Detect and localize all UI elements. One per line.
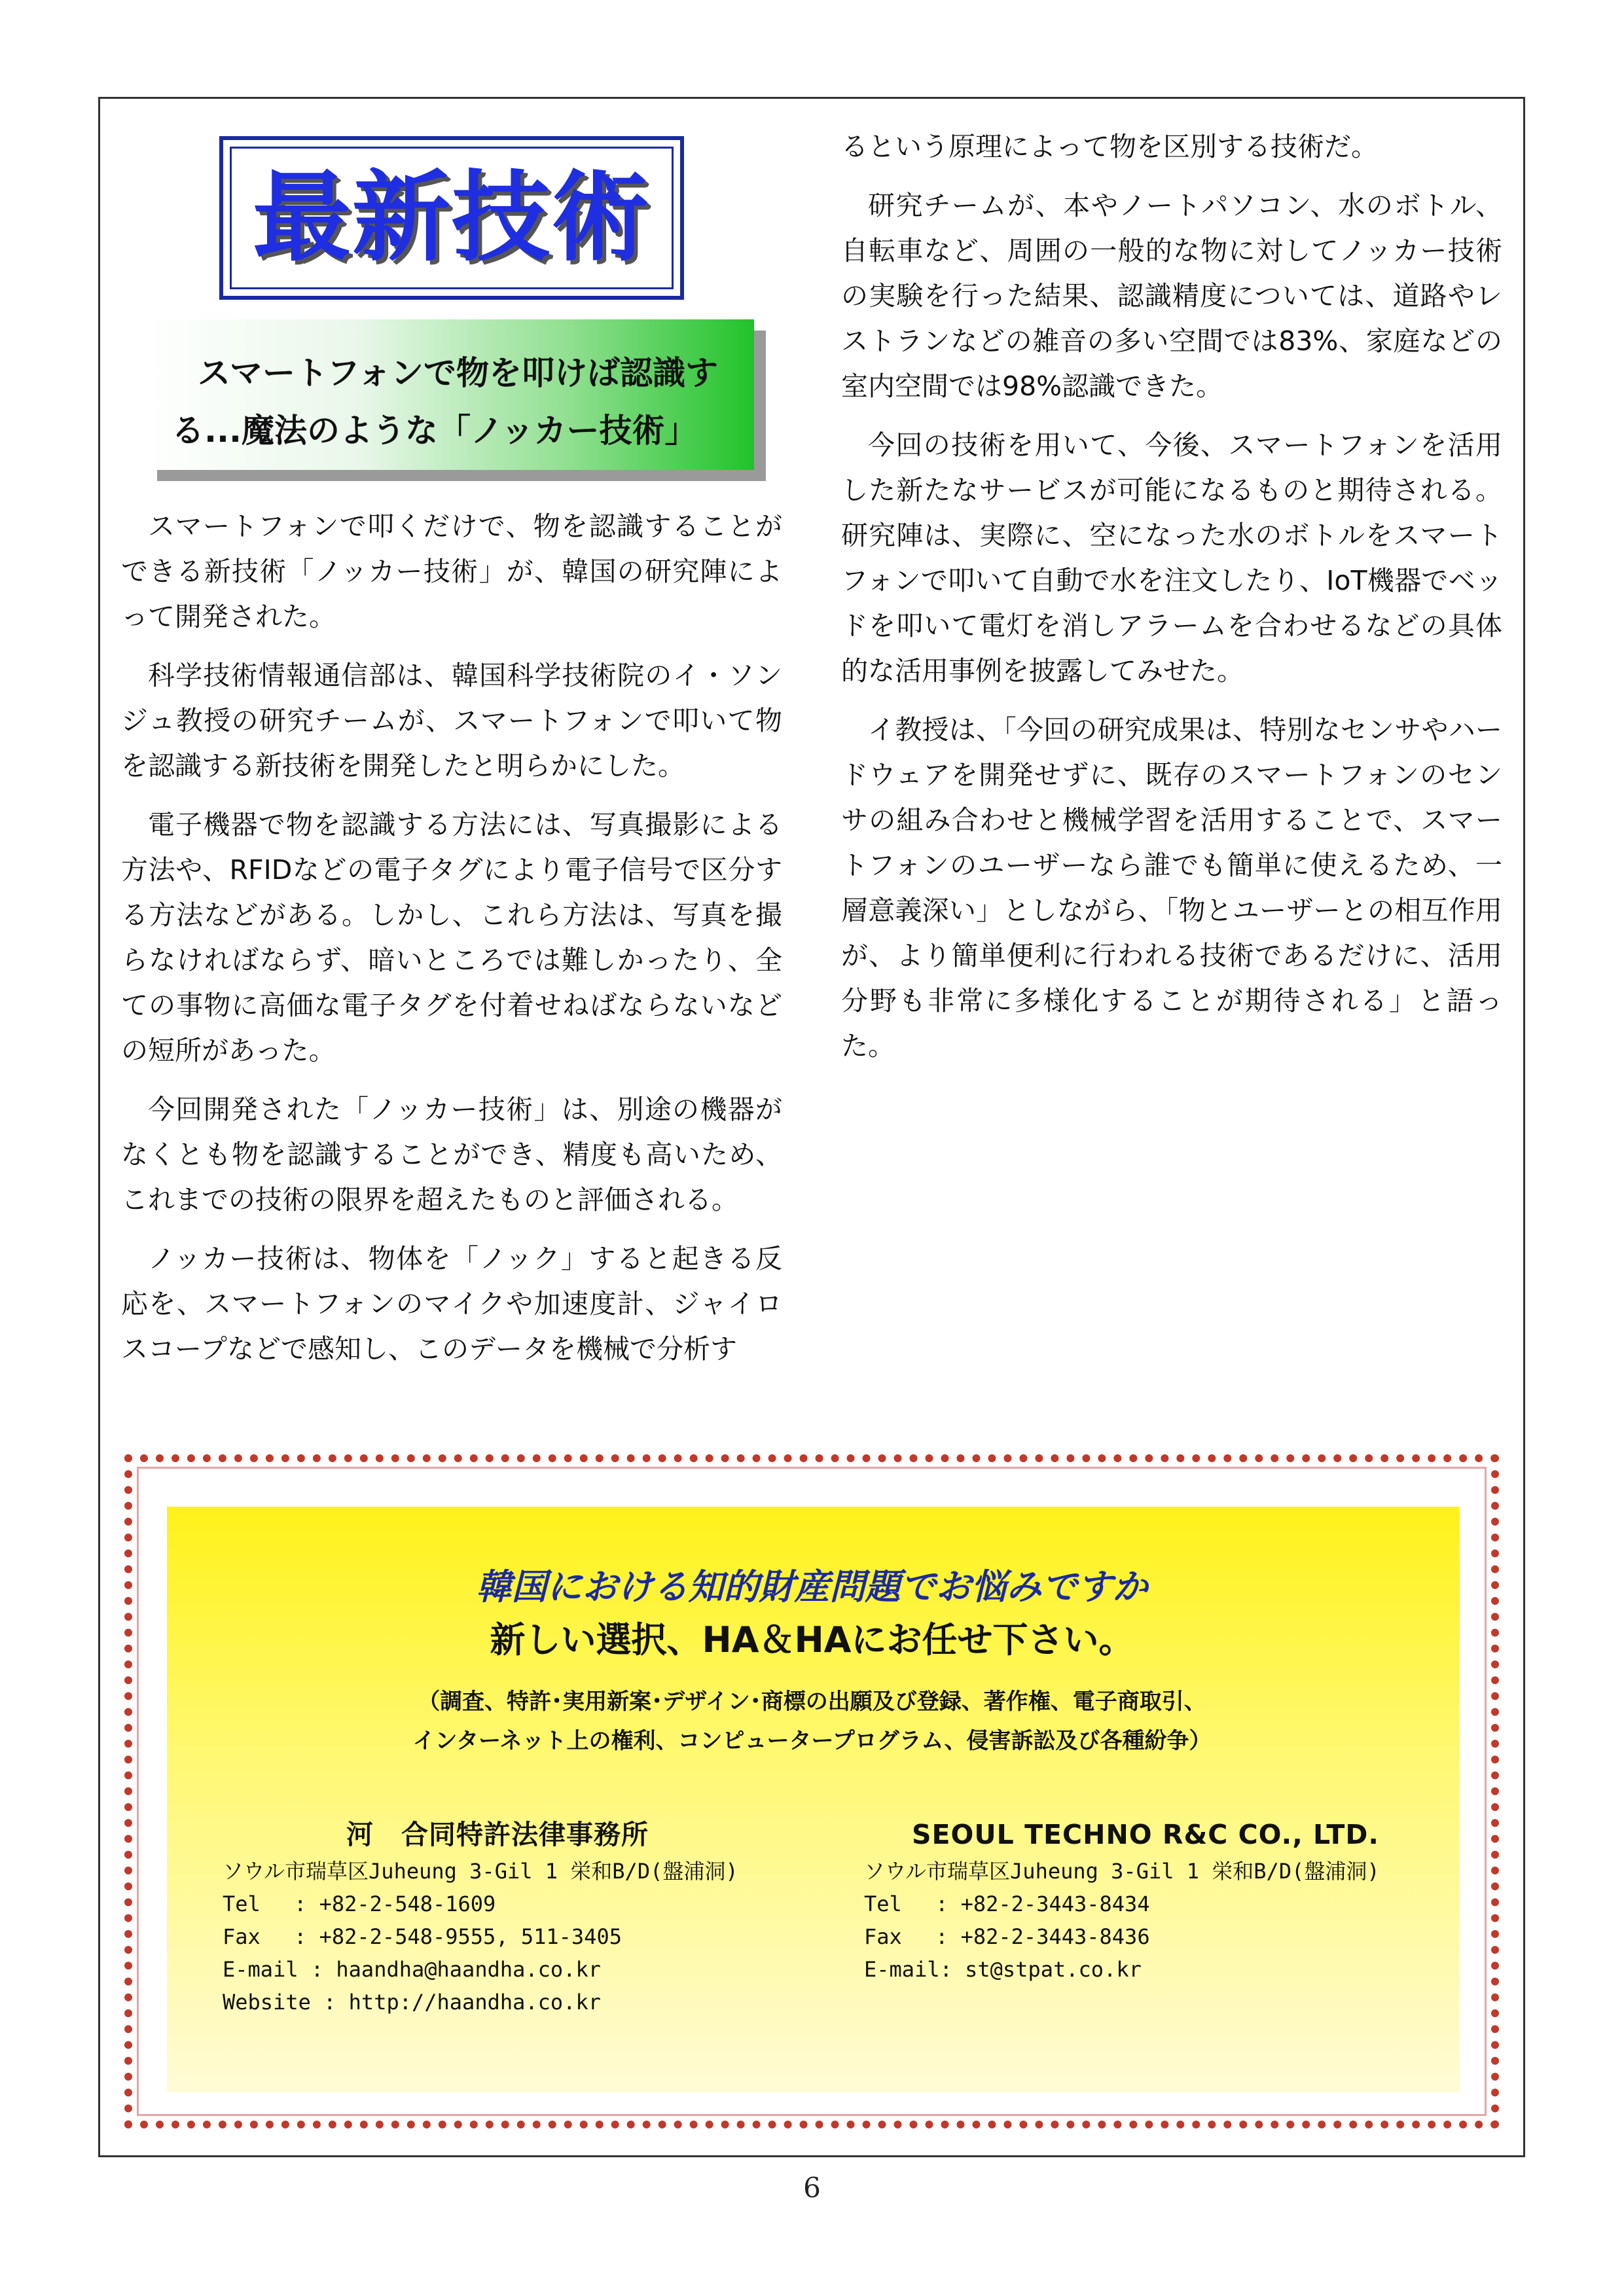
firm-right-fax: Fax : +82-2-3443-8436 xyxy=(864,1924,1150,1949)
page-number: 6 xyxy=(803,2172,821,2204)
article-paragraph: 科学技術情報通信部は、韓国科学技術院のイ・ソンジュ教授の研究チームが、スマートフォンで叩いて物を認識する新技術を開発したと明らかにした。 xyxy=(121,660,782,781)
article-paragraph: ノッカー技術は、物体を「ノック」すると起きる反応を、スマートフォンのマイクや加速度計、ジャイロスコープなどで感知し、このデータを機械で分析す xyxy=(121,1243,782,1365)
firm-left-tel: Tel : +82-2-548-1609 xyxy=(223,1892,496,1916)
firm-right-tel: Tel : +82-2-3443-8434 xyxy=(864,1892,1150,1916)
firm-left-name: 河 合同特許法律事務所 xyxy=(346,1819,649,1850)
headline-box xyxy=(145,319,754,470)
firm-right-contact xyxy=(864,1818,1453,1986)
article-paragraph: 今回の技術を用いて、今後、スマートフォンを活用した新たなサービスが可能になるものと期待される。研究陣は、実際に、空になった水のボトルをスマートフォンで叩いて自動で水を注文したり、IoT機器でベッドを叩いて電灯を消しアラームを合わせるなどの具体的な活用事例を披露してみせた。 xyxy=(841,429,1502,687)
article-paragraph: スマートフォンで叩くだけで、物を認識することができる新技術「ノッカー技術」が、韓国の研究陣によって開発された。 xyxy=(121,511,782,632)
firm-left-website[interactable]: Website : http://haandha.co.kr xyxy=(223,1990,601,2015)
article-column-right xyxy=(841,124,1502,1083)
article-paragraph: 研究チームが、本やノートパソコン、水のボトル、自転車など、周囲の一般的な物に対してノッカー技術の実験を行った結果、認識精度については、道路やレストランなどの雑音の多い空間では83%、家庭などの室内空間では98%認識できた。 xyxy=(841,190,1502,402)
article-paragraph: 電子機器で物を認識する方法には、写真撮影による方法や、RFIDなどの電子タグにより電子信号で区分する方法などがある。しかし、これら方法は、写真を撮らなければならず、暗いところでは難しかったり、全ての事物に高価な電子タグを付着せねばならないなどの短所があった。 xyxy=(121,809,782,1066)
section-title-box xyxy=(219,136,684,300)
section-title: 最新技術 xyxy=(252,161,651,275)
ad-services-line-2: インターネット上の権利、コンピュータープログラム、侵害訴訟及び各種紛争） xyxy=(412,1728,1212,1754)
firm-right-address: ソウル市瑞草区Juheung 3-Gil 1 栄和B/D(盤浦洞) xyxy=(864,1859,1380,1884)
ad-subheadline: 新しい選択、HA＆HAにお任せ下さい。 xyxy=(490,1619,1134,1660)
ad-headline: 韓国における知的財産問題でお悩みですか xyxy=(476,1566,1148,1607)
firm-right-email[interactable]: E-mail: st@stpat.co.kr xyxy=(864,1957,1142,1982)
firm-left-email[interactable]: E-mail : haandha@haandha.co.kr xyxy=(223,1957,601,1982)
article-paragraph: イ教授は、「今回の研究成果は、特別なセンサやハードウェアを開発せずに、既存のスマートフォンのセンサの組み合わせと機械学習を活用することで、スマートフォンのユーザーなら誰でも簡単に使えるため、一層意義深い」としながら、「物とユーザーとの相互作用が、より簡単便利に行われる技術であるだけに、活用分野も非常に多様化することが期待される」と語った。 xyxy=(841,714,1502,1062)
firm-left-contact xyxy=(223,1818,812,2018)
headline-line-2: る...魔法のような「ノッカー技術」 xyxy=(171,412,698,450)
firm-right-name: SEOUL TECHNO R&C CO., LTD. xyxy=(912,1819,1379,1850)
headline-line-1: スマートフォンで物を叩けば認識す xyxy=(198,354,718,392)
firm-left-address: ソウル市瑞草区Juheung 3-Gil 1 栄和B/D(盤浦洞) xyxy=(223,1859,738,1884)
article-paragraph: 今回開発された「ノッカー技術」は、別途の機器がなくとも物を認識することができ、精度も高いため、これまでの技術の限界を超えたものと評価される。 xyxy=(121,1094,782,1215)
article-paragraph-continuation: るという原理によって物を区別する技術だ。 xyxy=(841,131,1378,162)
firm-left-fax: Fax : +82-2-548-9555, 511-3405 xyxy=(223,1924,622,1949)
ad-services-line-1: （調査、特許･実用新案･デザイン･商標の出願及び登録、著作権、電子商取引、 xyxy=(418,1689,1206,1715)
article-column-left xyxy=(121,504,782,1386)
